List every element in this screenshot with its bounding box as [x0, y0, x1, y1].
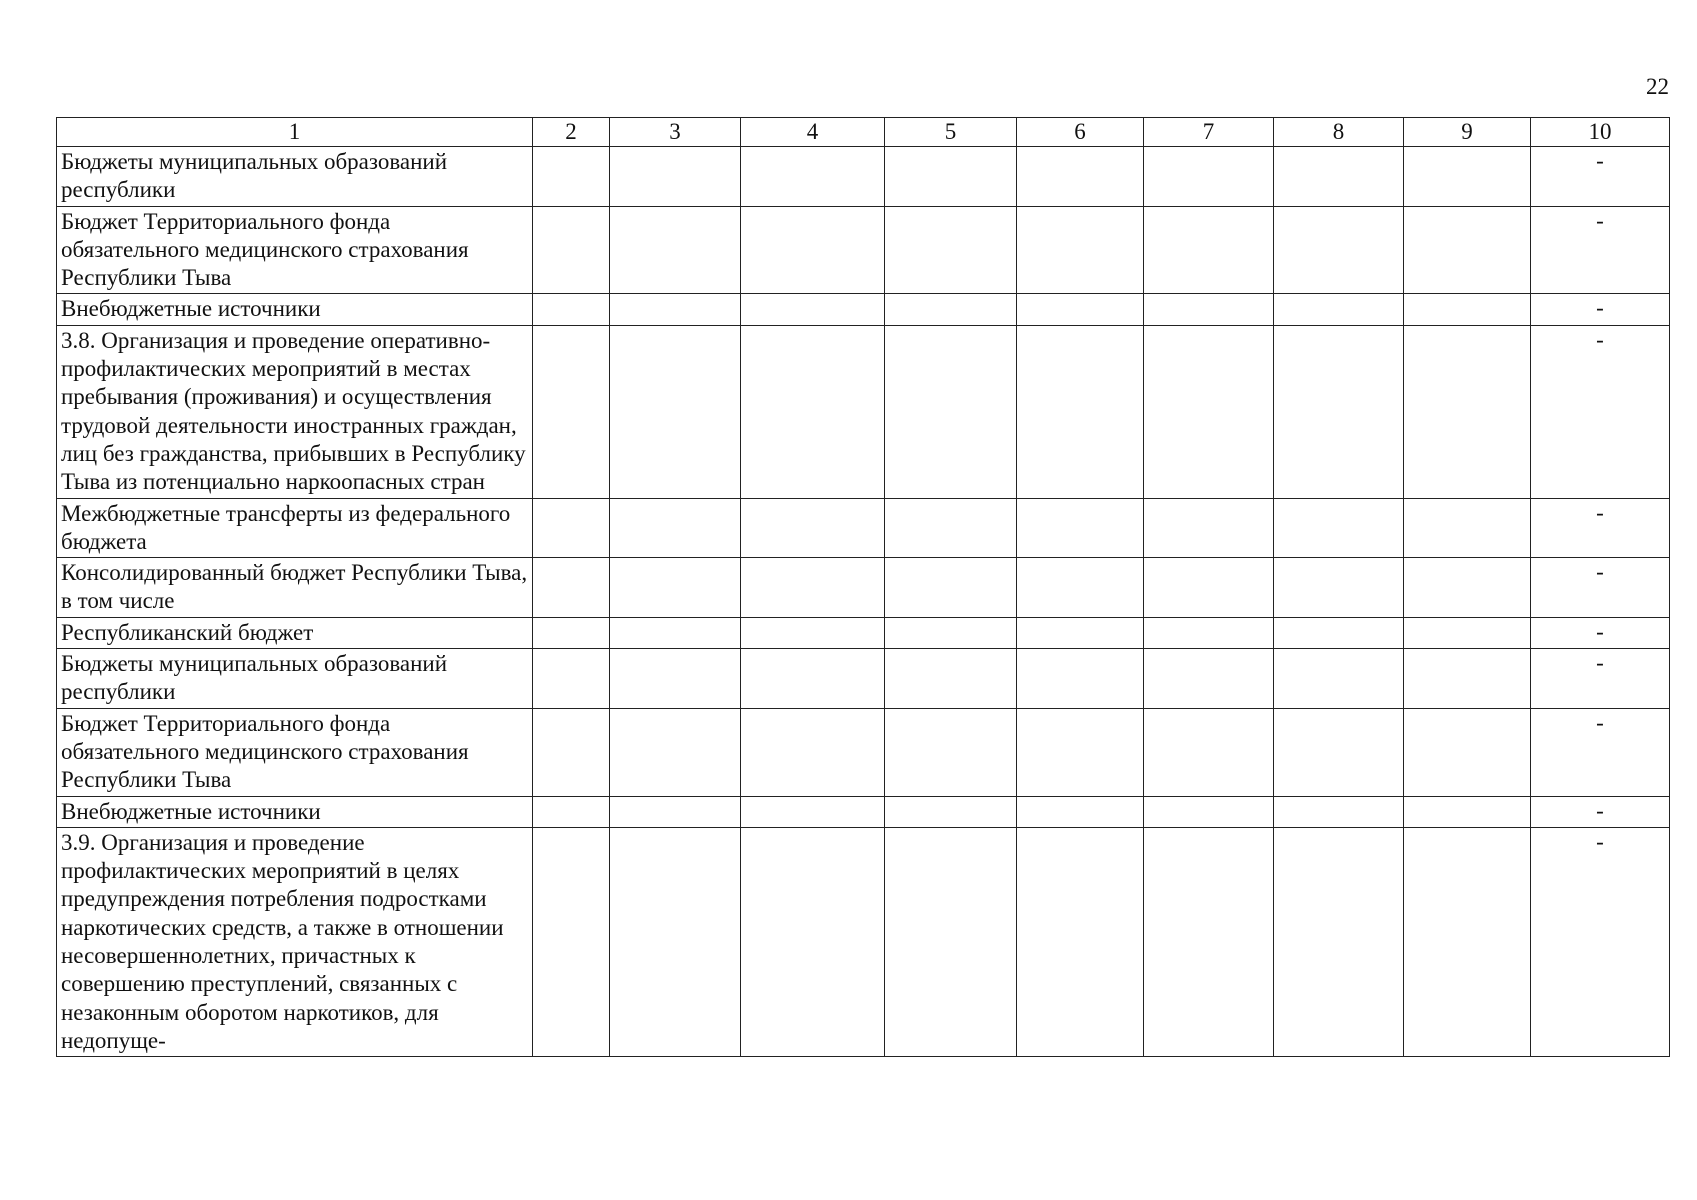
table-cell	[1144, 558, 1274, 618]
table-cell	[1144, 325, 1274, 498]
table-row	[57, 294, 1670, 325]
column-header-3: 3	[610, 118, 741, 147]
row-label: Бюджеты муниципальных образований республики	[57, 147, 533, 207]
table-cell	[741, 617, 885, 648]
table-cell	[533, 294, 610, 325]
table-cell	[885, 649, 1017, 709]
table-cell	[1274, 294, 1404, 325]
row-label: 3.9. Организация и проведение профилактических мероприятий в целях предупреждения потребления подростками наркотических средств, а также в отношении несовершеннолетних, причастных к совершению преступлений, связанных с незаконным оборотом наркотиков, для недопуще-	[57, 827, 533, 1056]
table-cell	[1274, 147, 1404, 207]
table-cell	[533, 617, 610, 648]
table-cell	[885, 147, 1017, 207]
table-cell	[533, 498, 610, 558]
page-number: 22	[1646, 74, 1669, 99]
table-cell	[1144, 206, 1274, 294]
table-cell	[885, 206, 1017, 294]
table-row	[57, 325, 1670, 498]
table-cell	[1017, 294, 1144, 325]
table-cell	[1144, 649, 1274, 709]
table-cell	[741, 498, 885, 558]
column-header-5: 5	[885, 118, 1017, 147]
column-header-8: 8	[1274, 118, 1404, 147]
row-value-col10: -	[1531, 294, 1670, 325]
row-value-col10: -	[1531, 558, 1670, 618]
table-row	[57, 796, 1670, 827]
row-value-col10: -	[1531, 498, 1670, 558]
row-label: Межбюджетные трансферты из федерального бюджета	[57, 498, 533, 558]
table-row	[57, 498, 1670, 558]
table-cell	[1404, 649, 1531, 709]
table-cell	[885, 827, 1017, 1056]
row-value-col10: -	[1531, 796, 1670, 827]
table-cell	[533, 649, 610, 709]
table-cell	[1404, 294, 1531, 325]
table-cell	[741, 708, 885, 796]
table-cell	[533, 325, 610, 498]
table-cell	[610, 708, 741, 796]
table-cell	[1144, 617, 1274, 648]
table-cell	[885, 558, 1017, 618]
row-value-col10: -	[1531, 147, 1670, 207]
table-cell	[1274, 498, 1404, 558]
row-label: 3.8. Организация и проведение оперативно-профилактических мероприятий в местах пребывания (проживания) и осуществления трудовой деятельности иностранных граждан, лиц без гражданства, прибывших в Республику Тыва из потенциально наркоопасных стран	[57, 325, 533, 498]
table-cell	[1017, 827, 1144, 1056]
table-cell	[741, 796, 885, 827]
table-cell	[533, 147, 610, 207]
table-row	[57, 617, 1670, 648]
table-row	[57, 649, 1670, 709]
row-label: Бюджет Территориального фонда обязательного медицинского страхования Республики Тыва	[57, 206, 533, 294]
table-cell	[1274, 617, 1404, 648]
table-cell	[610, 206, 741, 294]
table-cell	[1274, 649, 1404, 709]
table-cell	[1404, 796, 1531, 827]
table-cell	[885, 796, 1017, 827]
row-value-col10: -	[1531, 206, 1670, 294]
table-row	[57, 558, 1670, 618]
table-row	[57, 827, 1670, 1056]
table-cell	[1404, 617, 1531, 648]
table-cell	[1274, 708, 1404, 796]
table-cell	[885, 708, 1017, 796]
table-cell	[610, 649, 741, 709]
row-label: Бюджет Территориального фонда обязательного медицинского страхования Республики Тыва	[57, 708, 533, 796]
table-cell	[741, 827, 885, 1056]
table-cell	[885, 294, 1017, 325]
table-cell	[1144, 796, 1274, 827]
table-cell	[1144, 708, 1274, 796]
table-cell	[1404, 206, 1531, 294]
row-label: Консолидированный бюджет Республики Тыва, в том числе	[57, 558, 533, 618]
table-cell	[1274, 827, 1404, 1056]
row-value-col10: -	[1531, 827, 1670, 1056]
table-cell	[1404, 558, 1531, 618]
table-cell	[610, 558, 741, 618]
column-header-9: 9	[1404, 118, 1531, 147]
table-cell	[1404, 498, 1531, 558]
table-cell	[533, 206, 610, 294]
table-cell	[1274, 796, 1404, 827]
table-cell	[741, 558, 885, 618]
table-cell	[741, 147, 885, 207]
table-cell	[610, 827, 741, 1056]
table-cell	[1404, 325, 1531, 498]
table-cell	[610, 796, 741, 827]
table-cell	[1017, 558, 1144, 618]
table-cell	[741, 325, 885, 498]
row-value-col10: -	[1531, 649, 1670, 709]
table-row	[57, 147, 1670, 207]
table-cell	[1404, 147, 1531, 207]
table-cell	[610, 617, 741, 648]
table-cell	[1404, 708, 1531, 796]
table-body	[57, 147, 1670, 1057]
table-cell	[1017, 617, 1144, 648]
table-cell	[1017, 649, 1144, 709]
table-cell	[741, 294, 885, 325]
row-label: Внебюджетные источники	[57, 294, 533, 325]
table-cell	[533, 558, 610, 618]
column-header-10: 10	[1531, 118, 1670, 147]
table-row	[57, 708, 1670, 796]
header-row	[57, 118, 1670, 147]
table-cell	[533, 827, 610, 1056]
table-cell	[1017, 325, 1144, 498]
table-cell	[1274, 206, 1404, 294]
table-cell	[1144, 147, 1274, 207]
column-header-7: 7	[1144, 118, 1274, 147]
row-value-col10: -	[1531, 708, 1670, 796]
table-cell	[1017, 206, 1144, 294]
column-header-1: 1	[57, 118, 533, 147]
column-header-2: 2	[533, 118, 610, 147]
table-cell	[885, 498, 1017, 558]
table-cell	[885, 325, 1017, 498]
budget-table	[56, 117, 1670, 1057]
table-cell	[1274, 325, 1404, 498]
table-cell	[610, 498, 741, 558]
row-value-col10: -	[1531, 325, 1670, 498]
table-cell	[533, 708, 610, 796]
table-cell	[741, 206, 885, 294]
table-cell	[885, 617, 1017, 648]
table-cell	[1017, 498, 1144, 558]
column-header-4: 4	[741, 118, 885, 147]
row-label: Внебюджетные источники	[57, 796, 533, 827]
table-cell	[741, 649, 885, 709]
table-header	[57, 118, 1670, 147]
table-row	[57, 206, 1670, 294]
table-cell	[1144, 294, 1274, 325]
row-label: Бюджеты муниципальных образований республики	[57, 649, 533, 709]
table-cell	[1017, 147, 1144, 207]
column-header-6: 6	[1017, 118, 1144, 147]
row-value-col10: -	[1531, 617, 1670, 648]
table-cell	[1144, 827, 1274, 1056]
row-label: Республиканский бюджет	[57, 617, 533, 648]
table-cell	[533, 796, 610, 827]
table-cell	[610, 325, 741, 498]
table-cell	[610, 147, 741, 207]
table-cell	[1017, 708, 1144, 796]
table-cell	[1144, 498, 1274, 558]
table-cell	[1017, 796, 1144, 827]
table-cell	[1404, 827, 1531, 1056]
table-cell	[1274, 558, 1404, 618]
table-cell	[610, 294, 741, 325]
